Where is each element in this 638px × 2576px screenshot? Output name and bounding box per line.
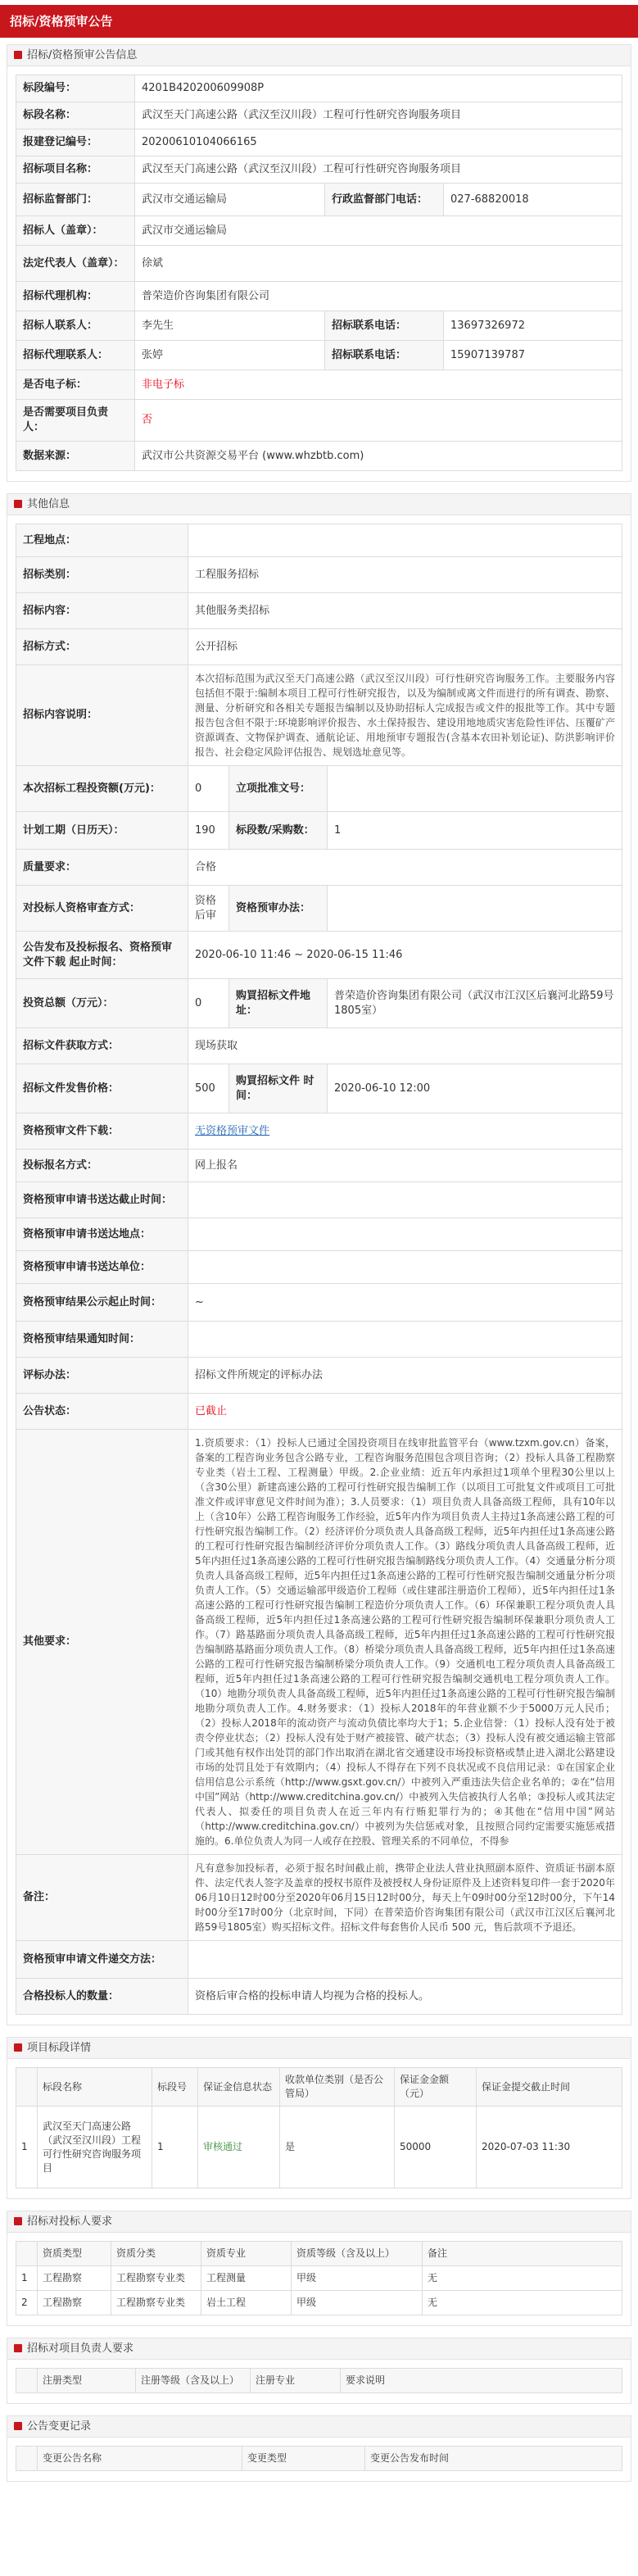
remarks-label: 备注： xyxy=(16,1855,188,1941)
investment-label: 本次招标工程投资额(万元)： xyxy=(16,766,188,812)
table-cell: 甲级 xyxy=(292,2266,423,2291)
table-header: 资质分类 xyxy=(111,2242,201,2266)
bid-name-label: 标段名称： xyxy=(16,102,135,129)
category-value: 工程服务招标 xyxy=(188,557,622,593)
status-value: 已截止 xyxy=(188,1394,622,1430)
app-deadline-value xyxy=(188,1182,622,1218)
table-header: 备注 xyxy=(423,2242,622,2266)
table-cell: 武汉至天门高速公路（武汉至汉川段）工程可行性研究咨询服务项目 xyxy=(38,2107,152,2188)
electronic-value: 非电子标 xyxy=(135,370,622,400)
table-cell: 1 xyxy=(16,2266,38,2291)
doc-price-value: 500 xyxy=(188,1064,229,1113)
reg-no-value: 20200610104066165 xyxy=(135,129,622,156)
source-label: 数据来源： xyxy=(16,442,135,471)
total-invest-value: 0 xyxy=(188,979,229,1028)
table-header: 保证金金额（元） xyxy=(395,2068,477,2107)
app-unit2-label: 资格预审申请文件递交方法： xyxy=(16,1941,188,1979)
buy-addr-label: 购買招标文件地址： xyxy=(229,979,328,1028)
table-cell: 工程勘察 xyxy=(38,2266,111,2291)
agency-value: 普荣造价咨询集团有限公司 xyxy=(135,282,622,311)
table-cell: 工程勘察专业类 xyxy=(111,2266,201,2291)
table-header: 资质等级（含及以上） xyxy=(292,2242,423,2266)
contact-value: 李先生 xyxy=(135,311,325,341)
table-header xyxy=(16,2369,38,2393)
period-label: 公告发布及投标报名、资格预审文件下载 起止时间： xyxy=(16,932,188,979)
period-value: 2020-06-10 11:46 ~ 2020-06-15 11:46 xyxy=(188,932,622,979)
supervisor-phone-value: 027-68820018 xyxy=(444,184,622,216)
buy-addr-value: 普荣造价咨询集团有限公司（武汉市江汉区后襄河北路59号1805室） xyxy=(328,979,622,1028)
section-title-changes xyxy=(7,2416,631,2438)
bid-detail-table xyxy=(16,2067,622,2188)
quality-label: 质量要求： xyxy=(16,850,188,886)
table-header xyxy=(16,2242,38,2266)
approval-doc-label: 立项批准文号： xyxy=(229,766,328,812)
table-cell: 甲级 xyxy=(292,2291,423,2315)
table-cell: 2020-07-03 11:30 xyxy=(477,2107,622,2188)
square-bullet-icon xyxy=(14,51,22,59)
tenderer-req-table xyxy=(16,2241,622,2315)
app-deadline-label: 资格预审申请书送达截止时间： xyxy=(16,1182,188,1218)
section-title-text: 公告变更记录 xyxy=(27,2420,92,2433)
result-time-value: ~ xyxy=(188,1284,622,1322)
section-title-announce xyxy=(7,45,631,66)
supervisor-phone-label: 行政监督部门电话： xyxy=(325,184,444,216)
content-label: 招标内容： xyxy=(16,593,188,629)
source-value: 武汉市公共资源交易平台 (www.whzbtb.com) xyxy=(135,442,622,471)
investment-value: 0 xyxy=(188,766,229,812)
section-title-manager-req xyxy=(7,2338,631,2360)
qual-method-label: 对投标人资格审查方式： xyxy=(16,886,188,932)
agent-contact-label: 招标代理联系人： xyxy=(16,341,135,370)
project-name-label: 招标项目名称： xyxy=(16,156,135,184)
table-cell: 无 xyxy=(423,2266,622,2291)
duration-label: 计划工期（日历天）： xyxy=(16,812,188,850)
notice-time-value xyxy=(188,1322,622,1358)
agency-label: 招标代理机构： xyxy=(16,282,135,311)
tenderer-req-section xyxy=(7,2211,631,2326)
changes-table xyxy=(16,2446,622,2471)
table-header: 变更公告发布时间 xyxy=(365,2447,622,2471)
result-time-label: 资格预审结果公示起止时间： xyxy=(16,1284,188,1322)
table-cell: 工程勘察 xyxy=(38,2291,111,2315)
table-header: 标段名称 xyxy=(38,2068,152,2107)
electronic-label: 是否电子标： xyxy=(16,370,135,400)
agent-phone-label: 招标联系电话： xyxy=(325,341,444,370)
bid-name-value: 武汉至天门高速公路（武汉至汉川段）工程可行性研究咨询服务项目 xyxy=(135,102,622,129)
project-name-value: 武汉至天门高速公路（武汉至汉川段）工程可行性研究咨询服务项目 xyxy=(135,156,622,184)
tenderer-value: 武汉市交通运输局 xyxy=(135,216,622,246)
table-header: 标段号 xyxy=(152,2068,198,2107)
buy-time-label: 购買招标文件 时间： xyxy=(229,1064,328,1113)
table-cell: 工程勘察专业类 xyxy=(111,2291,201,2315)
table-header: 注册等级（含及以上） xyxy=(136,2369,251,2393)
eval-method-label: 评标办法： xyxy=(16,1358,188,1394)
method-value: 公开招标 xyxy=(188,629,622,665)
legal-rep-value: 徐斌 xyxy=(135,246,622,282)
square-bullet-icon xyxy=(14,2344,22,2352)
table-header: 资质专业 xyxy=(201,2242,292,2266)
other-info-table xyxy=(16,524,622,2015)
need-manager-value: 否 xyxy=(135,400,622,442)
section-title-text: 招标/资格预审公告信息 xyxy=(27,49,138,61)
square-bullet-icon xyxy=(14,2043,22,2052)
app-unit-label: 资格预审申请书送达单位： xyxy=(16,1251,188,1284)
bid-count-value: 1 xyxy=(328,812,622,850)
page-header: 招标/资格预审公告 xyxy=(0,5,638,38)
table-header: 保证金信息状态 xyxy=(198,2068,280,2107)
section-title-bid-detail xyxy=(7,2038,631,2059)
square-bullet-icon xyxy=(14,2217,22,2225)
bid-detail-section xyxy=(7,2037,631,2199)
notice-time-label: 资格预审结果通知时间： xyxy=(16,1322,188,1358)
location-label: 工程地点： xyxy=(16,524,188,557)
table-cell: 无 xyxy=(423,2291,622,2315)
table-cell: 2 xyxy=(16,2291,38,2315)
table-header: 要求说明 xyxy=(341,2369,622,2393)
table-header: 收款单位类别（是否公管局） xyxy=(280,2068,395,2107)
get-method-value: 现场获取 xyxy=(188,1028,622,1064)
location-value xyxy=(188,524,622,557)
prequal-download-link[interactable]: 无资格预审文件 xyxy=(195,1124,270,1137)
prequal-download-label: 资格预审文件下载： xyxy=(16,1113,188,1150)
table-cell: 岩土工程 xyxy=(201,2291,292,2315)
table-header xyxy=(16,2447,38,2471)
table-row xyxy=(16,2107,622,2188)
table-cell: 50000 xyxy=(395,2107,477,2188)
doc-price-label: 招标文件发售价格： xyxy=(16,1064,188,1113)
table-cell: 1 xyxy=(16,2107,38,2188)
table-cell: 是 xyxy=(280,2107,395,2188)
bid-no-label: 标段编号： xyxy=(16,75,135,102)
contact-phone-label: 招标联系电话： xyxy=(325,311,444,341)
legal-rep-label: 法定代表人（盖章）： xyxy=(16,246,135,282)
table-cell: 工程测量 xyxy=(201,2266,292,2291)
table-row xyxy=(16,2266,622,2291)
qualified-count-value: 资格后审合格的投标申请人均视为合格的投标人。 xyxy=(188,1979,622,2015)
table-header xyxy=(16,2068,38,2107)
manager-req-section xyxy=(7,2338,631,2404)
announce-info-section xyxy=(7,44,631,482)
qualified-count-label: 合格投标人的数量： xyxy=(16,1979,188,2015)
need-manager-label: 是否需要项目负责人： xyxy=(16,400,135,442)
app-unit-value xyxy=(188,1251,622,1284)
total-invest-label: 投资总额（万元）： xyxy=(16,979,188,1028)
section-title-text: 项目标段详情 xyxy=(27,2042,92,2054)
prequal-method-label: 资格预审办法： xyxy=(229,886,328,932)
table-header: 注册类型 xyxy=(38,2369,136,2393)
square-bullet-icon xyxy=(14,2422,22,2430)
section-title-text: 招标对投标人要求 xyxy=(27,2215,113,2228)
status-label: 公告状态： xyxy=(16,1394,188,1430)
qual-method-value: 资格后审 xyxy=(188,886,229,932)
app-addr-value xyxy=(188,1218,622,1251)
app-unit2-value xyxy=(188,1941,622,1979)
manager-req-table xyxy=(16,2368,622,2393)
table-header: 注册专业 xyxy=(251,2369,341,2393)
remarks-value: 凡有意参加投标者，必须于报名时间截止前，携带企业法人营业执照副本原件、资质证书副本原件、法定代表人签字及盖章的授权书原件及被授权人身份证原件及上述资料复印件一套于2020年06月10日12时00分至2020年06月15日12时00分，每天上午09时00分至12时00分，下午14时00分至17时00分（北京时间，下同）在普荣造价咨询集团有限公司（武汉市江汉区后襄河北路59号1805室）购买招标文件。招标文件每套售价人民币 500 元，售后款项不予退还。 xyxy=(188,1855,622,1941)
table-cell: 审核通过 xyxy=(198,2107,280,2188)
tenderer-label: 招标人（盖章）： xyxy=(16,216,135,246)
prequal-method-value xyxy=(328,886,622,932)
eval-method-value: 招标文件所规定的评标办法 xyxy=(188,1358,622,1394)
scope-value: 本次招标范围为武汉至天门高速公路（武汉至汉川段）可行性研究咨询服务工作。主要服务内容包括但不限于:编制本项目工程可行性研究报告，以及为编制或离文件而进行的所有调查、勘察、测量、分析研究和各相关专题报告编制以及协助招标人完成报告或文件的报批等工作。其中专题报告包含但不限于:环境影响评价报告、水土保持报告、建设用地地质灾害危险性评估、压覆矿产资源调查、文物保护调查、通航论证、用地预审专题报告(含基本农田补划论证)、防洪影响评价报告、社会稳定风险评估报告、规划选址意见等。 xyxy=(188,665,622,766)
section-title-other xyxy=(7,494,631,515)
changes-section xyxy=(7,2415,631,2482)
table-header: 变更公告名称 xyxy=(38,2447,242,2471)
buy-time-value: 2020-06-10 12:00 xyxy=(328,1064,622,1113)
other-req-value: 1.资质要求：（1）投标人已通过全国投资项目在线审批监管平台（www.tzxm.gov.cn）备案，备案的工程咨询业务包含公路专业，工程咨询服务范围包含项目咨询；（2）投标人具备工程勘察专业类（岩土工程、工程测量）甲级。2.企业业绩：近五年内承担过1项单个里程30公里以上（含30公里）新建高速公路的工程可行性研究报告编制工作（以项目工可批复文件或项目工可批准文件或评审意见文件时间为准）；3.人员要求：（1）项目负责人具备高级工程师，具有10年以上（含10年）公路工程咨询服务工作经验，近5年内作为项目负责人主持过1条高速公路工程的可行性研究报告编制工作。（2）经济评价分项负责人具备高级工程师，近5年内担任过1条高速公路的工程可行性研究报告编制经济评价分项负责人工作。（3）路线分项负责人具备高级工程师，近5年内担任过1条高速公路的工程可行性研究报告编制路线分项负责人工作。（4）交通量分析分项负责人具备高级工程师，近5年内担任过1条高速公路的工程可行性研究报告编制交通量分析分项负责人工作。（5）交通运输部甲级造价工程师（或住建部注册造价工程师），近5年内担任过1条高速公路的工程可行性研究报告编制工程造价分项负责人工作。（6）环保兼职工程分项负责人具备高级工程师，近5年内担任过1条高速公路的工程可行性研究报告编制环保兼职分项负责人工作。（7）路基路面分项负责人具备高级工程师，近5年内担任过1条高速公路的工程可行性研究报告编制路基路面分项负责人工作。（8）桥梁分项负责人具备高级工程师，近5年内担任过1条高速公路的工程可行性研究报告编制桥梁分项负责人工作。（9）交通机电工程分项负责人具备高级工程师，近5年内担任过1条高速公路的工程可行性研究报告编制交通机电工程分项负责人工作。（10）地勘分项负责人具备高级工程师，近5年内担任过1条高速公路的工程可行性研究报告编制地勘分项负责人工作。4.财务要求：（1）投标人2018年的年营业额不少于5000万元人民币；（2）投标人2018年的流动资产与流动负债比率均大于1；5.企业信誉：（1）投标人没有处于被责令停业状态；（2）投标人没有处于财产被接管、破产状态；（3）投标人没有被交通运输主管部门或其他有权作出处罚的部门作出取消在湖北省交通建设市场投标资格或禁止进入湖北公路建设市场的处罚且处于有效期内；（4）投标人不得存在下列不良状况或不良信用记录：①在国家企业信用信息公示系统（http://www.gsxt.gov.cn/）中被列入严重违法失信企业名单的；②在“信用中国”网站（http://www.creditchina.gov.cn/）中被列入失信被执行人名单；③投标人或其法定代表人、拟委任的项目负责人在近三年内有行贿犯罪行为的；④其他在“信用中国”网站（http://www.creditchina.gov.cn/）中被列为失信惩戒对象，且按照合同约定需要实施惩戒措施的。6.单位负责人为同一人或存在控股、管理关系的不同单位，不得参 xyxy=(188,1430,622,1855)
scope-label: 招标内容说明： xyxy=(16,665,188,766)
approval-doc-value xyxy=(328,766,622,812)
other-req-label: 其他要求： xyxy=(16,1430,188,1855)
section-title-text: 招标对项目负责人要求 xyxy=(27,2342,134,2355)
bid-count-label: 标段数/采购数： xyxy=(229,812,328,850)
app-addr-label: 资格预审申请书送达地点： xyxy=(16,1218,188,1251)
contact-phone-value: 13697326972 xyxy=(444,311,622,341)
supervisor-value: 武汉市交通运输局 xyxy=(135,184,325,216)
table-cell: 1 xyxy=(152,2107,198,2188)
table-header: 保证金提交截止时间 xyxy=(477,2068,622,2107)
contact-label: 招标人联系人： xyxy=(16,311,135,341)
section-title-text: 其他信息 xyxy=(27,498,70,510)
square-bullet-icon xyxy=(14,500,22,508)
quality-value: 合格 xyxy=(188,850,622,886)
category-label: 招标类别： xyxy=(16,557,188,593)
agent-phone-value: 15907139787 xyxy=(444,341,622,370)
other-info-section xyxy=(7,493,631,2025)
method-label: 招标方式： xyxy=(16,629,188,665)
table-row xyxy=(16,2291,622,2315)
supervisor-label: 招标监督部门： xyxy=(16,184,135,216)
announce-info-table xyxy=(16,75,622,471)
content-value: 其他服务类招标 xyxy=(188,593,622,629)
table-header: 资质类型 xyxy=(38,2242,111,2266)
bid-no-value: 4201B420200609908P xyxy=(135,75,622,102)
signup-method-value: 网上报名 xyxy=(188,1150,622,1182)
prequal-download-cell xyxy=(188,1113,622,1150)
agent-contact-value: 张婷 xyxy=(135,341,325,370)
get-method-label: 招标文件获取方式： xyxy=(16,1028,188,1064)
duration-value: 190 xyxy=(188,812,229,850)
reg-no-label: 报建登记编号： xyxy=(16,129,135,156)
table-header: 变更类型 xyxy=(242,2447,365,2471)
signup-method-label: 投标报名方式： xyxy=(16,1150,188,1182)
section-title-tenderer-req xyxy=(7,2211,631,2233)
